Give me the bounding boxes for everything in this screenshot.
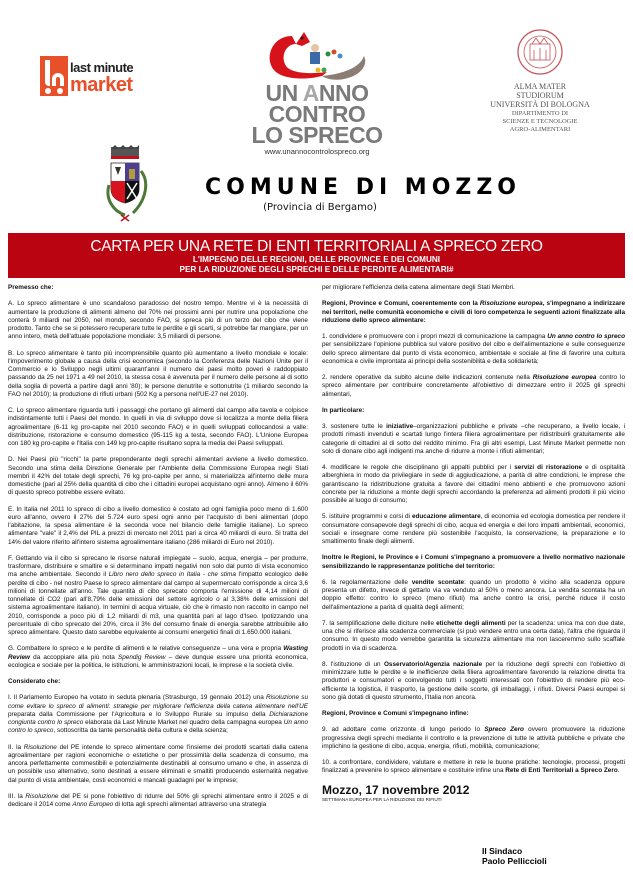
point-10: 10. a confrontare, condividere, valutare e mettere in rete le buone pratiche: tecnologie, processi, progetti finalizzati a prevenire lo spreco alimentare e costituire infine una Rete di Enti Territoriali a Spreco Zero.: [322, 759, 625, 775]
lmm-line1: last minute: [70, 60, 134, 75]
municipal-crest-icon: [103, 145, 153, 225]
paragraph-i: I. Il Parlamento Europeo ha votato in seduta plenaria (Strasburgo, 19 gennaio 2012) una Risoluzione su come evitare lo spreco di alimenti: strategie per migliorare l'efficienza della catena alimentare nell'UE preparata dalla Commissione per l'Agricoltura e lo Sviluppo Rurale su impulso della Dichiarazione congiunta contro lo spreco elaborata da Last Minute Market nel quadro della campagna europea Un anno contro lo spreco, sottoscritta da tante personalità della cultura e della scienza;: [8, 694, 308, 735]
page-title: COMUNE DI MOZZO: [205, 175, 522, 200]
university-bologna-logo: [490, 28, 590, 133]
paragraph-a: A. Lo spreco alimentare è uno scandaloso paradosso del nostro tempo. Mentre vi è la necessità di aumentare la produzione di alimenti almeno del 70% nei prossimi anni per nutrire una popolazione che conterà 9 miliardi nel 2050, nel mondo, secondo FAO, si spreca più di un terzo del cibo che viene prodotto. Tanto che se si potessero recuperare tutte le perdite e gli scarti, si potrebbe far mangiare, per un anno intero, metà dell'attuale popolazione mondiale: 3,5 miliardi di persone.: [8, 300, 308, 341]
point-1: 1. condividere e promuovere con i propri mezzi di comunicazione la campagna Un anno contro lo spreco per sensibilizzare l'opinione pubblica sul valore positivo del cibo e dell'alimentazione e sulle conseguenze dello spreco alimentare dal punto di vista economico, ambientale e sociale al fine di favorire una cultura economica e civile improntata ai principi della sostenibilità e della solidarietà;: [322, 333, 625, 365]
lmm-line2: market: [70, 74, 133, 96]
university-seal-icon: [516, 28, 564, 76]
lmm-cart-icon: [40, 56, 68, 96]
paragraph-iii-continued: per migliorare l'efficienza della catena alimentare degli Stati Membri.: [322, 284, 515, 291]
point-2: 2. rendere operative da subito alcune delle indicazioni contenute nella Risoluzione europea contro lo spreco alimentare per contribuire concretamente all'obiettivo di dimezzare entro il 2025 gli sprechi alimentari,: [322, 374, 625, 398]
dragon-illustration-icon: [252, 28, 382, 83]
unibo-line4: SCIENZE E TECNOLOGIE: [502, 118, 578, 125]
unibo-line3: DIPARTIMENTO DI: [511, 110, 569, 117]
unibo-line2: UNIVERSITÀ DI BOLOGNA: [490, 100, 590, 109]
signature-week-note: SETTIMANA EUROPEA PER LA RIDUZIONE DEI RIFIUTI: [322, 796, 442, 802]
right-column: [322, 284, 625, 803]
paragraph-e: E. In Italia nel 2011 lo spreco di cibo a livello domestico è costato ad ogni famiglia poco meno di 1.600 euro all'anno, ovvero il 27% dei 5.724 euro spesi ogni anno per l'acquisto di beni alimentari (dopo l'abitazione, la spesa alimentare è la seconda voce nel bilancio delle famiglie italiane). Lo spreco alimentare "vale" il 2,4% del PIL a prezzi di mercato nel 2011 pari a circa 40 miliardi di euro. Si tratta del 14% del valore riferito all'intero sistema agroalimentare italiano (286 miliardi di Euro nel 2010).: [8, 505, 308, 546]
logo-header: [0, 0, 633, 156]
campaign-title-line2: LO SPRECO: [251, 122, 383, 148]
signatory-name: Paolo Pelliccioli: [482, 856, 547, 866]
point-5: 5. istituire programmi e corsi di educazione alimentare, di economia ed ecologia domestica per rendere il consumatore consapevole degli sprechi di cibo, acqua ed energia e dei loro impatti ambientali, economici, sociali e insegnare come rendere più sostenibile l'acquisto, la conservazione, la preparazione e lo smaltimento finale degli alimenti.: [322, 513, 626, 545]
point-7: 7. la semplificazione delle diciture nelle etichette degli alimenti per la scadenza: unica ma con due date, una che si riferisce alla scadenza commerciale (si può vendere entro una certa data), l'altra che riguarda il consumo. In questo modo verrebbe garantita la sicurezza alimentare ma non lasceremmo sullo scaffale prodotti in via di scadenza.: [322, 619, 625, 652]
signatory: [482, 846, 547, 866]
charter-title-banner: [8, 233, 625, 278]
signature-date: Mozzo, 17 novembre 2012: [322, 782, 470, 797]
paragraph-f: F. Gettando via il cibo si sprecano le risorse naturali impiegate – suolo, acqua, energia – per produrre, trasformare, distribuire e smaltire e si determinano impatti negativi non solo dal punto di vista economico ma anche ambientale. Secondo il Libro nero dello spreco in Italia - che stima l'impatto ecologico delle perdite di cibo - nel nostro Paese lo spreco alimentare dal campo al supermercato corrisponde a circa 3,6 milioni di tonnellate all'anno. Tale quantità di cibo sprecato comporta l'emissione di 4,14 milioni di tonnellate di CO2 (pari all'8,79% delle emissioni del settore agricolo o al 3,38% delle emissioni del sistema agroalimentare italiano). In termini di acqua virtuale, ciò che è rimasto non raccolto in campo nel 2010, corrisponde a poco più di 1,2 miliardi di m3, una quantità pari al lago d'Iseo. Ipotizzando una percentuale di cibo sprecato del 20%, circa il 3% del consumo finale di energia sarebbe attribuibile allo spreco alimentare. Questo dato sarebbe equivalente ai consumi energetici finali di 1.650.000 italiani.: [8, 554, 308, 636]
point-6: 6. la regolamentazione delle vendite scontate: quando un prodotto è vicino alla scadenza oppure presenta un difetto, invece di gettarlo via va venduto al 50% o meno ancora. La vendita scontata ha un doppio effetto: contro lo spreco (meno rifiuti) ma anche contro la crisi, perché riduce il costo dell'alimentazione a parità di qualità degli alimenti;: [322, 578, 625, 611]
left-column: [8, 284, 308, 817]
point-9: 9. ad adottare come orizzonte di lungo periodo lo Spreco Zero ovvero promuovere la riduzione progressiva degli sprechi mediante il controllo e la prevenzione di tutte le attività pubbliche e private che implichino la gestione di cibo, acqua, energia, rifiuti, mobilità, comunicazione;: [322, 726, 625, 750]
last-minute-market-logo: [40, 56, 140, 96]
campaign-title-line1: UN ANNO CONTRO: [265, 80, 369, 127]
paragraph-c: C. Lo spreco alimentare riguarda tutti i passaggi che portano gli alimenti dal campo alla tavola e colpisce indistintamente tutti i Paesi del mondo. In quelli in via di sviluppo dove si localizza a monte della filiera agroalimentare (6-11 kg pro-capite nel 2010 secondo FAO) e in quelli sviluppati collocandosi a valle: distribuzione, ristorazione e consumo domestico (95-115 kg a testa, secondo FAO). L'Unione Europea con 180 kg pro-capite e l'Italia con 149 kg pro-capite risultano sopra la media dei Paesi sviluppati.: [8, 407, 308, 447]
paragraph-iii: III. la Risoluzione del PE si pone l'obiettivo di ridurre del 50% gli sprechi alimentare entro il 2025 e di dedicare il 2014 come Anno Europeo di lotta agli sprechi alimentari attraverso una strategia: [8, 792, 308, 808]
paragraph-b: B. Lo spreco alimentare è tanto più incomprensibile quanto più aumentano a livello mondiale e locale: l'impoverimento globale a causa della crisi economica (secondo la Conferenza delle Nazioni Unite per il Commercio e lo Sviluppo negli ultimi quarant'anni il numero dei paesi molto poveri è raddoppiato passando da 25 nel 1971 a 49 nel 2010, la stessa cosa è avvenuta per il numero delle persone al di sotto della soglia di povertà a partire dagli anni '80); le persone denutrite e sottonutrite (1 miliardo secondo la FAO nel 2010); la produzione di rifiuti urbani (502 Kg a persona nell'UE-27 nel 2010).: [8, 349, 308, 398]
campaign-url: www.unannocontrolospreco.org: [264, 147, 370, 156]
section-heading-infine: Regioni, Province e Comuni s'impegnano infine:: [322, 710, 469, 717]
unibo-line5: AGRO-ALIMENTARI: [509, 126, 571, 133]
point-4: 4. modificare le regole che disciplinano gli appalti pubblici per i servizi di ristorazione e di ospitalità alberghiera in modo da privilegiare in sede di aggiudicazione, a parità di altre condizioni, le imprese che garantiscano la ridistribuzione gratuita a favore dei cittadini meno abbienti e che promuovono azioni concrete per la riduzione a monte degli sprechi accordando la preferenza ad alimenti prodotti il più vicino possibile al luogo di consumo;: [322, 464, 625, 504]
point-3: 3. sostenere tutte le iniziative–organizzazioni pubbliche e private –che recuperano, a livello locale, i prodotti rimasti invenduti e scartati lungo l'intera filiera agroalimentare per ridistribuirli gratuitamente alle categorie di cittadini al di sotto del reddito minimo. Fra gli altri esempi, Last Minute Market permette non solo di donare cibo agli indigenti ma anche di ridurre a monte i rifiuti alimentari;: [322, 423, 625, 455]
charter-subtitle-1: L'IMPEGNO DELLE REGIONI, DELLE PROVINCE E DEI COMUNI: [192, 255, 441, 264]
section-heading-premesso: Premesso che:: [8, 284, 54, 291]
un-anno-contro-lo-spreco-logo: [222, 28, 412, 156]
point-8: 8. l'istituzione di un Osservatorio/Agenzia nazionale per la riduzione degli sprechi con l'obiettivo di minimizzare tutte le perdite e le inefficienze della filiera agroalimentare favorendo la relazione diretta fra produttori e consumatori e coinvolgendo tutti i soggetti interessati con l'obiettivo di rendere più eco-efficiente la logistica, il trasporto, la gestione delle scorte, gli imballaggi, i rifiuti. Diversi Paesi europei si sono già dotati di questo strumento, l'Italia non ancora.: [322, 660, 625, 701]
unibo-line1: ALMA MATER STUDIORUM: [513, 82, 567, 100]
paragraph-ii: II. la Risoluzione del PE intende lo spreco alimentare come l'insieme dei prodotti scartati dalla catena agroalimentare per ragioni economiche o estetiche o per prossimità della scadenza di consumo, ma ancora perfettamente commestibili e potenzialmente destinabili al consumo umano e che, in assenza di un possibile uso alternativo, sono destinati a essere eliminati e smaltiti producendo esternalità negative dal punto di vista ambientale, costi economici e mancati guadagni per le imprese;: [8, 743, 308, 784]
charter-subtitle-2: PER LA RIDUZIONE DEGLI SPRECHI E DELLE PERDITE ALIMENTARI#: [179, 265, 454, 274]
section-heading-inoltre: Inoltre le Regioni, le Province e i Comuni s'impegnano a promuovere a livello normativo nazionale sensibilizzando le rappresentanze politiche del territorio:: [322, 554, 625, 570]
charter-title: CARTA PER UNA RETE DI ENTI TERRITORIALI A SPRECO ZERO: [90, 238, 543, 255]
paragraph-g: G. Combattere lo spreco e le perdite di alimenti e le relative conseguenze – una vera e propria Wasting Review da accoppiare alla più nota Spendig Review – deve dunque essere una priorità economica, ecologica e sociale per la politica, le istituzioni, le amministrazioni locali, le imprese e la società civile.: [8, 645, 308, 669]
paragraph-d: D. Nei Paesi più "ricchi" la parte preponderante degli sprechi alimentari avviene a livello domestico. Secondo una stima della Direzione Generale per l'Ambiente della Commissione Europea negli Stati membri il 42% del totale degli sprechi, 76 kg pro-capite per anno, si materializza all'interno delle mura domestiche (pari al 25% della quantità di cibo che i cittadini europei acquistano ogni anno). Almeno il 60% di questo spreco potrebbe essere evitato.: [8, 456, 308, 497]
municipality-header: [205, 175, 522, 213]
signatory-role: Il Sindaco: [482, 846, 523, 856]
section-heading-considerato: Considerato che:: [8, 678, 61, 685]
commitment-intro: Regioni, Province e Comuni, coerentemente con la Risoluzione europea, s'impegnano a indirizzare nei territori, nelle comunità economiche e civili di loro competenza le seguenti azioni finalizzate alla riduzione dello spreco alimentare:: [322, 300, 626, 324]
page-subtitle: (Provincia di Bergamo): [263, 202, 377, 213]
section-heading-particolare: In particolare:: [322, 406, 365, 414]
